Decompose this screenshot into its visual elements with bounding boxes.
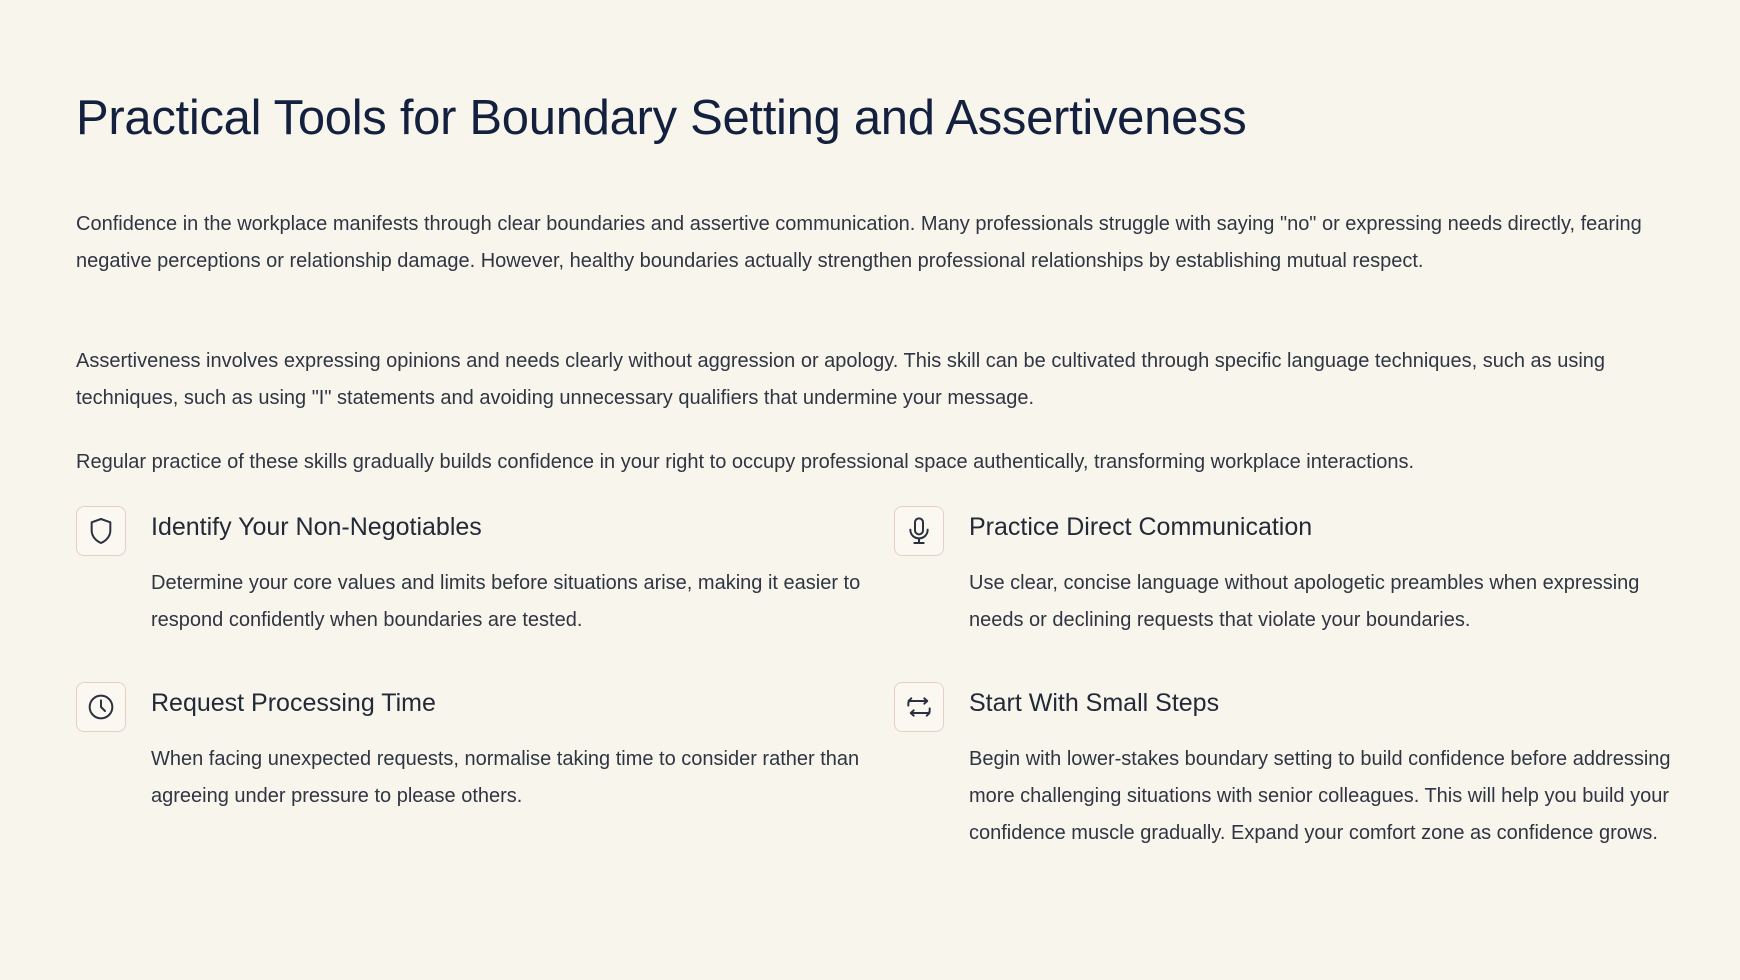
tool-card-description: Determine your core values and limits before situations arise, making it easier to respond confidently when boundaries are tested. — [151, 572, 861, 631]
clock-icon — [76, 682, 126, 732]
shield-icon — [76, 506, 126, 556]
microphone-icon — [894, 506, 944, 556]
tool-card-description: Use clear, concise language without apologetic preambles when expressing needs or declining requests that violate your boundaries. — [969, 572, 1640, 631]
tool-card-description: When facing unexpected requests, normalise taking time to consider rather than agreeing under pressure to please others. — [151, 748, 860, 807]
intro-paragraph: Confidence in the workplace manifests through clear boundaries and assertive communication. Many professionals struggle with saying "no" or expressing needs directly, fearing negative perceptions or relationship damage. However, healthy boundaries actually strengthen professional relationships by establishing mutual respect. — [76, 213, 1642, 272]
practice-paragraph: Regular practice of these skills gradually builds confidence in your right to occupy professional space authentically, transforming workplace interactions. — [76, 451, 1415, 473]
tool-card-description: Begin with lower-stakes boundary setting to build confidence before addressing more challenging situations with senior colleagues. This will help you build your confidence muscle gradually. Expand your comfort zone as confidence grows. — [969, 748, 1671, 844]
tool-card-title: Request Processing Time — [151, 689, 436, 717]
slide-content — [76, 91, 1686, 844]
tool-card-title: Identify Your Non-Negotiables — [151, 513, 482, 541]
repeat-arrows-icon — [894, 682, 944, 732]
page-title: Practical Tools for Boundary Setting and Assertiveness — [76, 91, 1247, 145]
assertiveness-paragraph: Assertiveness involves expressing opinions and needs clearly without aggression or apology. This skill can be cultivated through specific language techniques, such as using techniques, such as using "I" statements and avoiding unnecessary qualifiers that undermine your message. — [76, 350, 1606, 409]
tool-card-title: Start With Small Steps — [969, 689, 1220, 717]
tool-card-title: Practice Direct Communication — [969, 513, 1313, 541]
